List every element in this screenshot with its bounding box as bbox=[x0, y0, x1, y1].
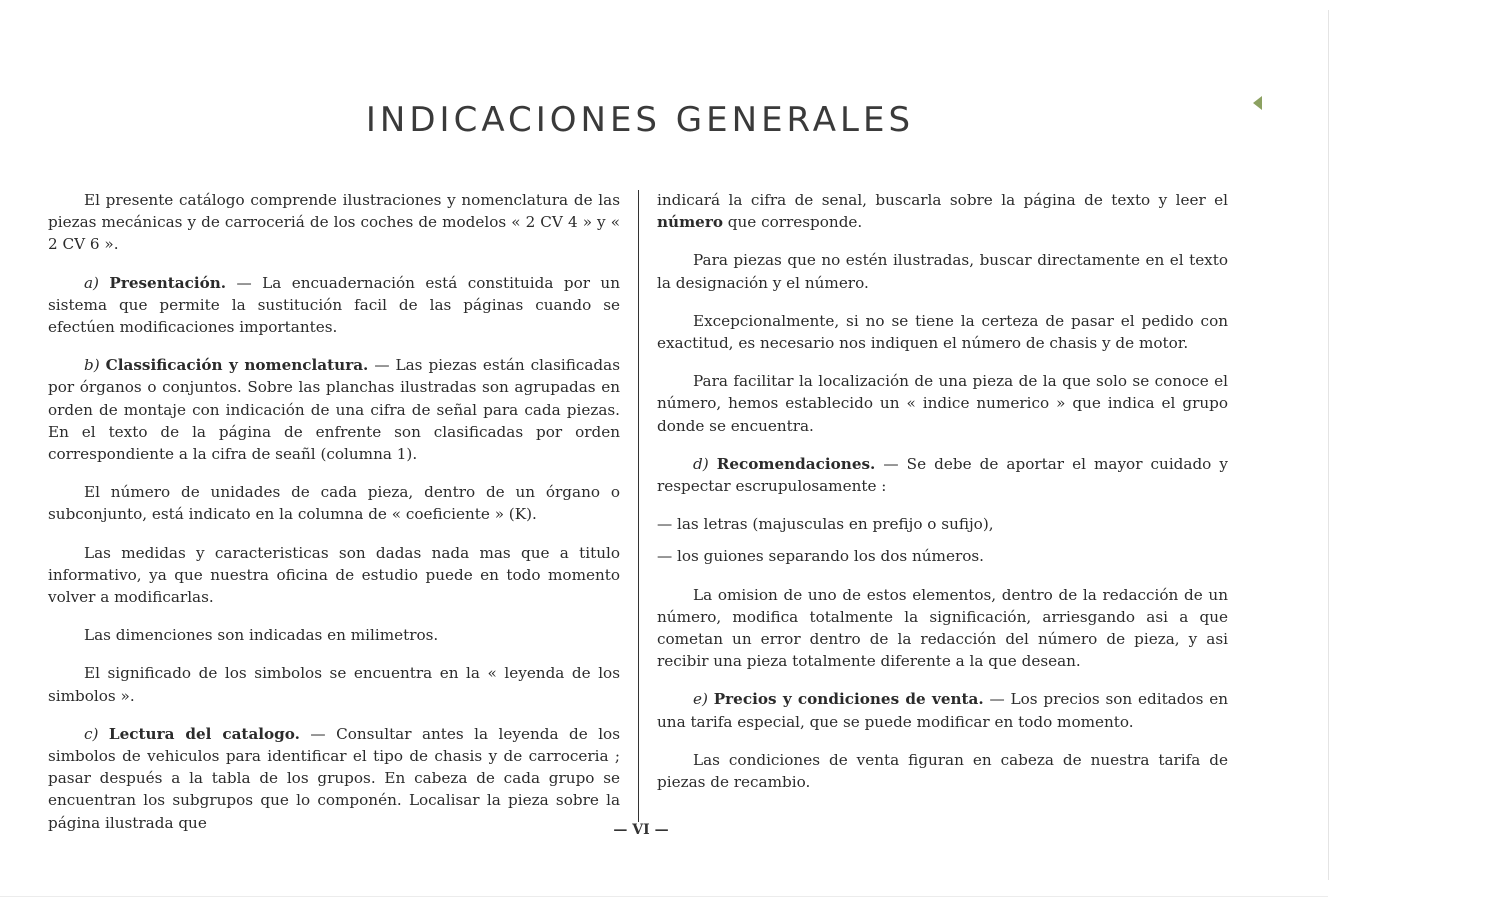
section-heading: Recomendaciones. bbox=[716, 454, 876, 473]
section-heading: Classificación y nomenclatura. bbox=[105, 356, 369, 375]
paragraph-intro: El presente catálogo comprende ilustraciones y nomenclatura de las piezas mecánicas y de carroceriá de los coches de modelos « 2 CV 4 » y « 2 CV 6 ». bbox=[48, 191, 620, 254]
paragraph-recomendaciones: d) Recomendaciones. — Se debe de aportar el mayor cuidado y respectar escrupulosamente : bbox=[657, 454, 1228, 496]
paragraph-lectura: c) Lectura del catalogo. — Consultar antes la leyenda de los simbolos de vehiculos para identificar el tipo de chasis y de carroceria ; pasar después a la tabla de los grupos. En cabeza de cada grupo se encuentran los subgrupos que lo componén. Localisar la pieza sobre la página ilustrada que bbox=[48, 724, 620, 832]
list-item: — las letras (majusculas en prefijo o sufijo), bbox=[657, 515, 994, 534]
right-column bbox=[657, 189, 1228, 809]
paragraph-omision: La omision de uno de estos elementos, dentro de la redacción de un número, modifica totalmente la significación, arriesgando asi a que cometan un error dentro de la redacción del número de pieza, y asi recibir una pieza totalmente diferente a la que desean. bbox=[657, 585, 1228, 671]
section-heading: Lectura del catalogo. bbox=[108, 724, 300, 743]
list-item: — los guiones separando los dos números. bbox=[657, 547, 984, 566]
page-edge-bottom bbox=[0, 896, 1328, 897]
column-divider bbox=[638, 190, 639, 822]
paragraph-clasificacion: b) Classificación y nomenclatura. — Las piezas están clasificadas por órganos o conjuntos. Sobre las planchas ilustradas son agrupadas en orden de montaje con indicación de una cifra de señal para cada piezas. En el texto de la página de enfrente son clasificadas por orden correspondiente a la cifra de seañl (columna 1). bbox=[48, 356, 620, 464]
paragraph-medidas: Las medidas y caracteristicas son dadas nada mas que a titulo informativo, ya que nuestra oficina de estudio puede en todo momento volver a modificarlas. bbox=[48, 543, 620, 607]
paragraph-simbolos: El significado de los simbolos se encuentra en la « leyenda de los simbolos ». bbox=[48, 664, 620, 705]
paragraph-presentacion: a) Presentación. — La encuadernación está constituida por un sistema que permite la sustitución facil de las páginas cuando se efectúen modificaciones importantes. bbox=[48, 273, 620, 337]
paragraph-continuation: indicará la cifra de senal, buscarla sobre la página de texto y leer el número que corresponde. bbox=[657, 191, 1228, 232]
section-heading: Presentación. bbox=[109, 273, 227, 292]
left-column bbox=[48, 189, 620, 850]
page-number: — VI — bbox=[613, 822, 669, 838]
paragraph-no-ilustradas: Para piezas que no estén ilustradas, buscar directamente en el texto la designación y el número. bbox=[657, 251, 1228, 292]
paragraph-indice: Para facilitar la localización de una pieza de la que solo se conoce el número, hemos establecido un « indice numerico » que indica el grupo donde se encuentra. bbox=[657, 372, 1228, 435]
paragraph-condiciones: Las condiciones de venta figuran en cabeza de nuestra tarifa de piezas de recambio. bbox=[657, 750, 1228, 792]
paragraph-dimensiones: Las dimenciones son indicadas en milimetros. bbox=[84, 626, 439, 645]
page-edge bbox=[1328, 10, 1329, 880]
page-title: INDICACIONES GENERALES bbox=[365, 100, 915, 140]
paragraph-unidades: El número de unidades de cada pieza, dentro de un órgano o subconjunto, está indicato en la columna de « coeficiente » (K). bbox=[48, 483, 620, 524]
paragraph-precios: e) Precios y condiciones de venta. — Los precios son editados en una tarifa especial, que se puede modificar en todo momento. bbox=[657, 690, 1228, 731]
paragraph-excepcionalmente: Excepcionalmente, si no se tiene la certeza de pasar el pedido con exactitud, es necesario nos indiquen el número de chasis y de motor. bbox=[657, 311, 1228, 353]
section-heading: Precios y condiciones de venta. bbox=[713, 690, 984, 709]
